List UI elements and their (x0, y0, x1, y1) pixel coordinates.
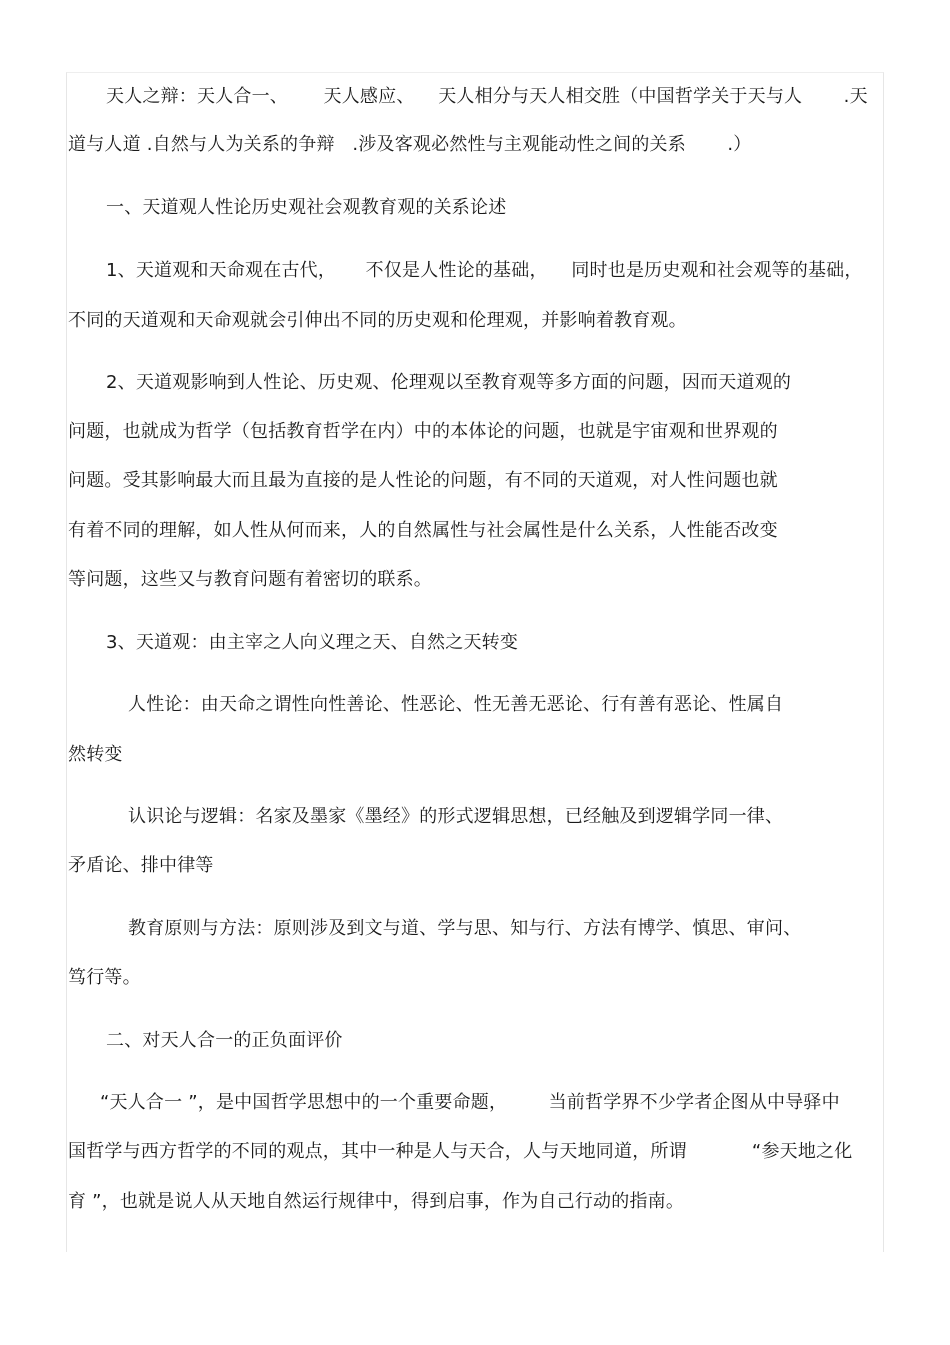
point-2-line-1: 2、天道观影响到人性论、历史观、伦理观以至教育观等多方面的问题，因而天道观的 (106, 372, 792, 393)
point-2-line-3: 问题。受其影响最大而且最为直接的是人性论的问题，有不同的天道观，对人性问题也就 (68, 470, 778, 491)
epistemology-line-1: 认识论与逻辑：名家及墨家《墨经》的形式逻辑思想，已经触及到逻辑学同一律、 (128, 806, 784, 827)
point-2-line-5: 等问题，这些又与教育问题有着密切的联系。 (68, 569, 432, 590)
education-line-1: 教育原则与方法：原则涉及到文与道、学与思、知与行、方法有博学、慎思、审问、 (128, 918, 802, 939)
section-2-heading: 二、对天人合一的正负面评价 (106, 1030, 343, 1051)
evaluation-line-2: 国哲学与西方哲学的不同的观点，其中一种是人与天合，人与天地同道，所谓 “参天地之化 (68, 1141, 853, 1162)
section-1-heading: 一、天道观人性论历史观社会观教育观的关系论述 (106, 197, 507, 218)
point-1-line-2: 不同的天道观和天命观就会引伸出不同的历史观和伦理观，并影响着教育观。 (68, 310, 687, 331)
intro-line-1: 天人之辩：天人合一、 天人感应、 天人相分与天人相交胜（中国哲学关于天与人 .天 (106, 86, 868, 107)
page-border (66, 72, 884, 1252)
intro-line-2: 道与人道 .自然与人为关系的争辩 .涉及客观必然性与主观能动性之间的关系 .） (68, 134, 752, 155)
education-line-2: 笃行等。 (68, 967, 141, 988)
point-1-line-1: 1、天道观和天命观在古代， 不仅是人性论的基础， 同时也是历史观和社会观等的基础， (106, 260, 863, 281)
epistemology-line-2: 矛盾论、排中律等 (68, 855, 214, 876)
point-2-line-2: 问题，也就成为哲学（包括教育哲学在内）中的本体论的问题，也就是宇宙观和世界观的 (68, 421, 778, 442)
human-nature-line-2: 然转变 (68, 744, 123, 765)
point-3-line-1: 3、天道观：由主宰之人向义理之天、自然之天转变 (106, 632, 519, 653)
human-nature-line-1: 人性论：由天命之谓性向性善论、性恶论、性无善无恶论、行有善有恶论、性属自 (128, 694, 784, 715)
point-2-line-4: 有着不同的理解，如人性从何而来，人的自然属性与社会属性是什么关系，人性能否改变 (68, 520, 778, 541)
evaluation-line-3: 育 ”，也就是说人从天地自然运行规律中，得到启事，作为自己行动的指南。 (68, 1191, 685, 1212)
evaluation-line-1: “天人合一 ”，是中国哲学思想中的一个重要命题， 当前哲学界不少学者企图从中导驿中 (100, 1092, 840, 1113)
